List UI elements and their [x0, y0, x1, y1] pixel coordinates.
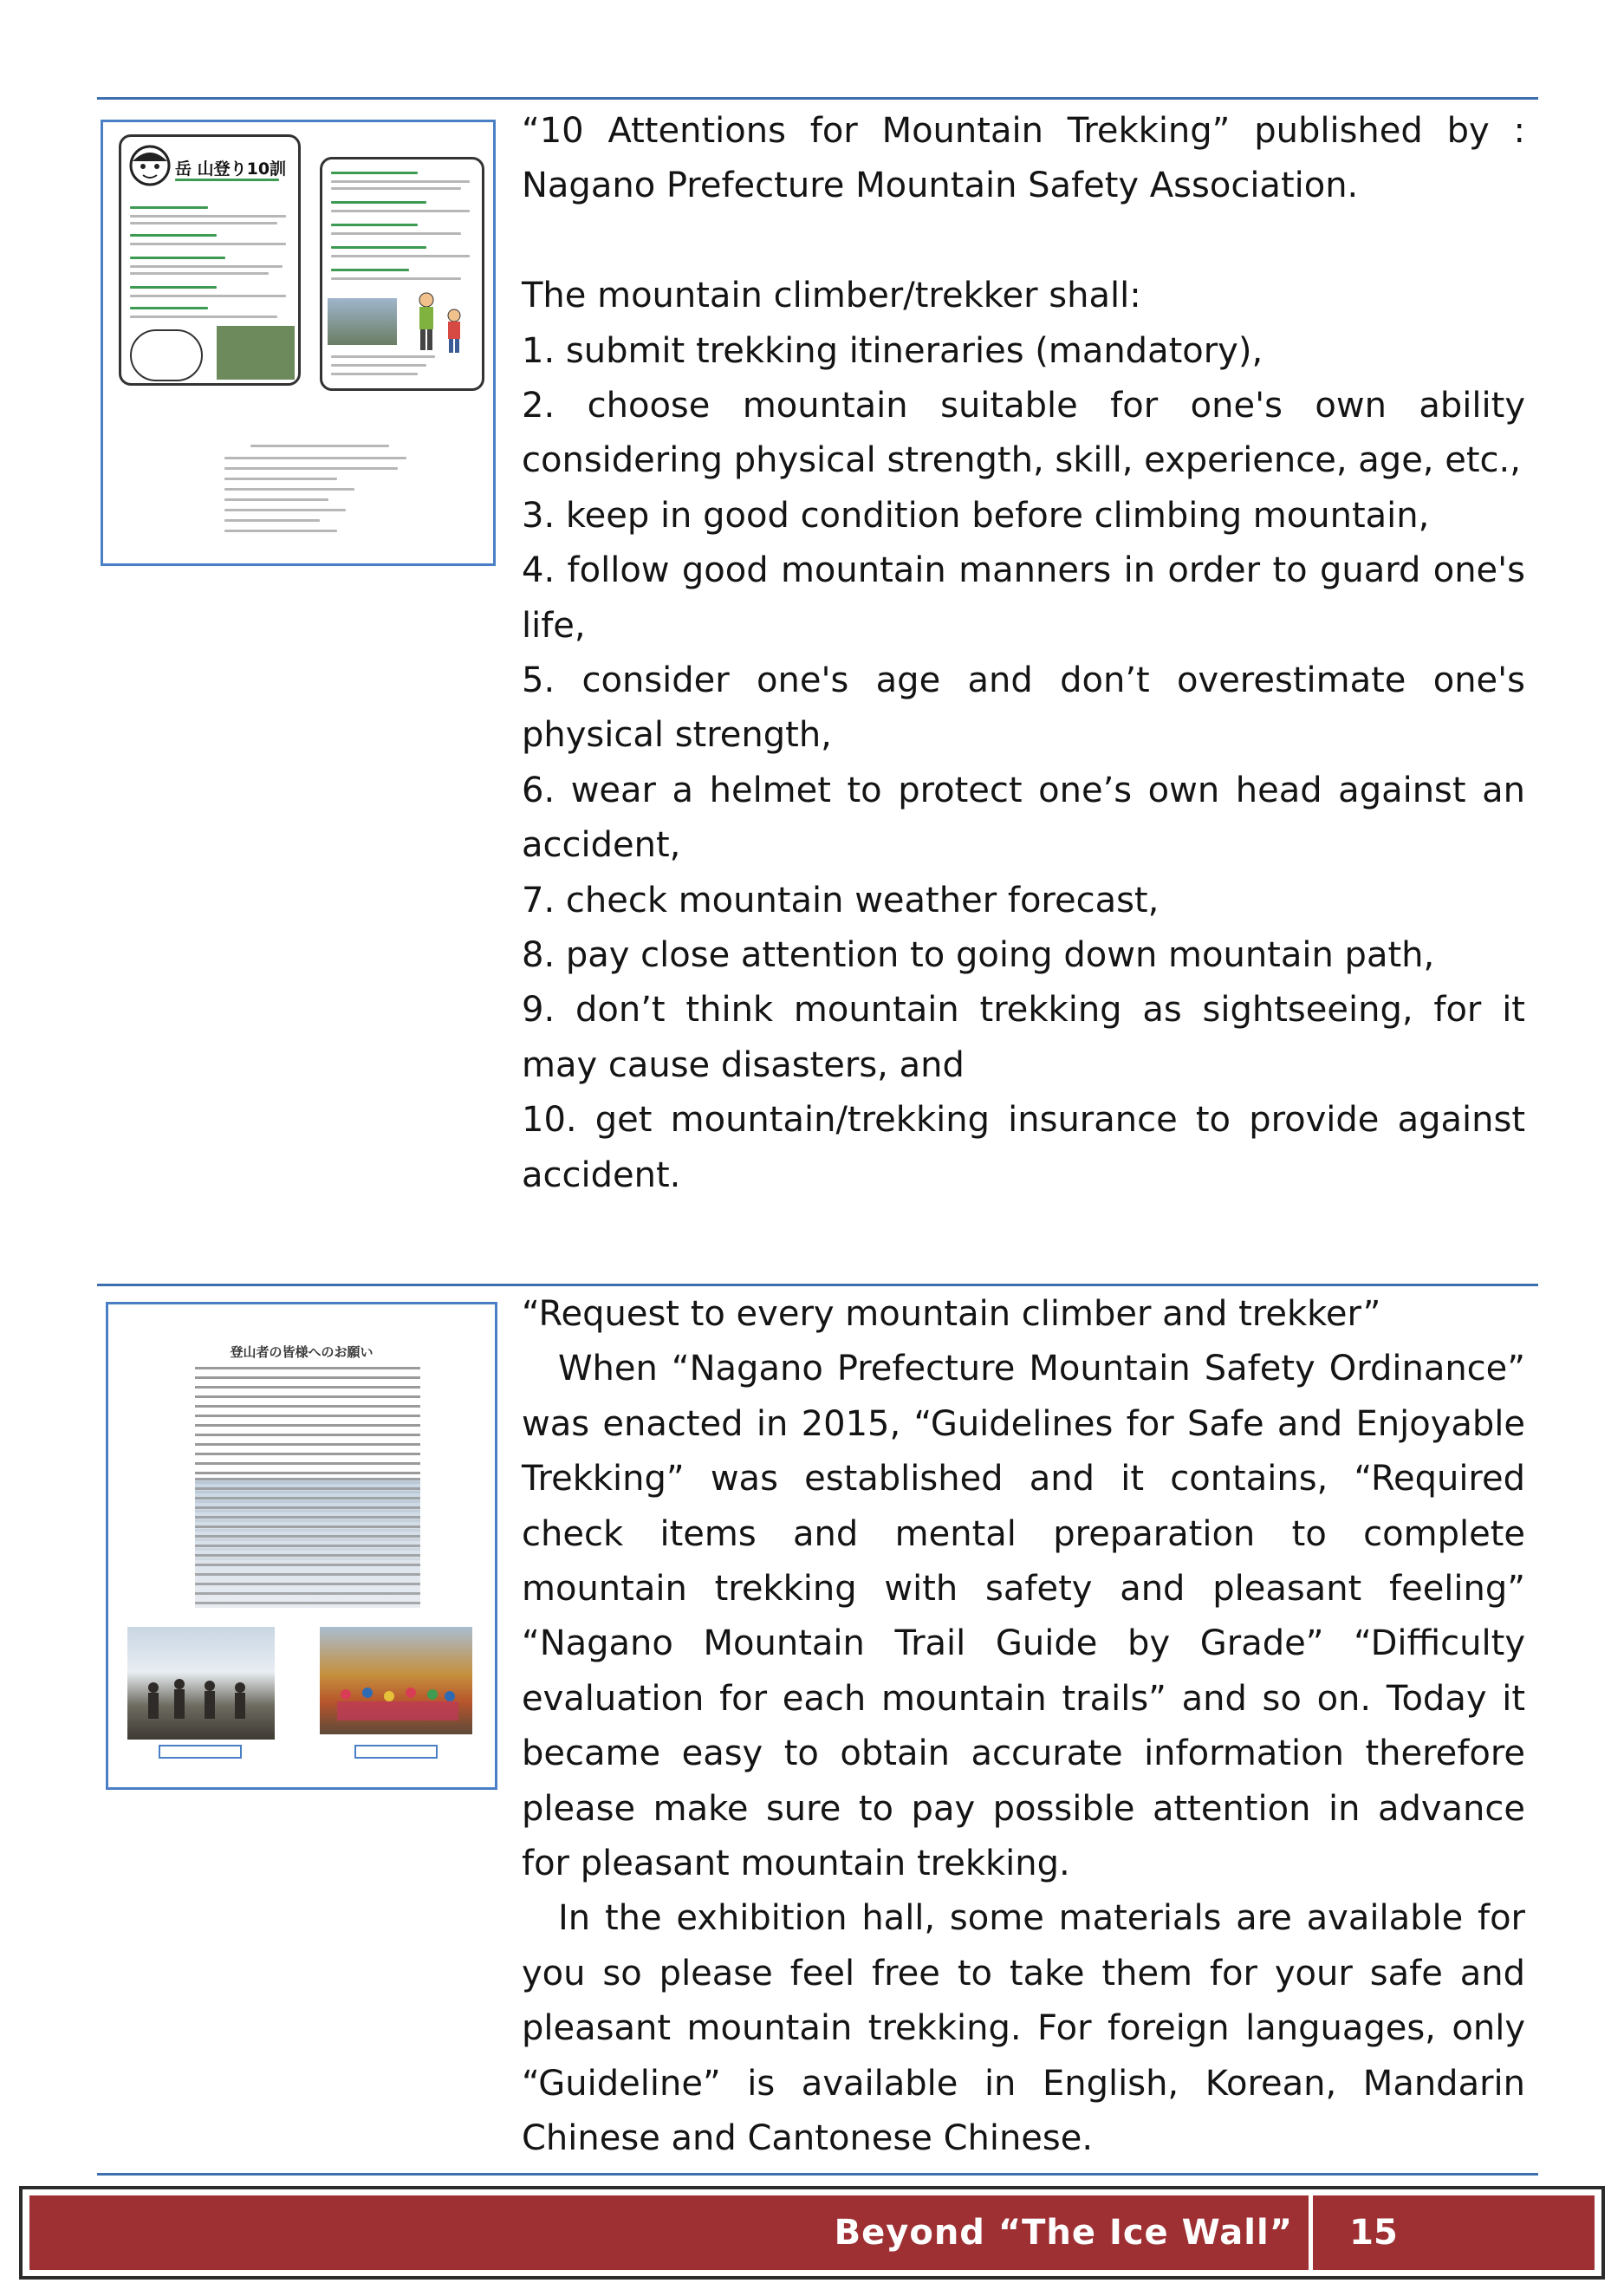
leaflet-item-line	[130, 315, 277, 318]
leaflet-item-line	[130, 272, 269, 275]
leaflet-right-panel	[320, 157, 484, 391]
leaflet-thumbnail	[101, 120, 496, 566]
notice-thumbnail	[106, 1302, 497, 1790]
list-item: 2. choose mountain suitable for one's own ability considering physical strength, skill, experience, age, etc.,	[522, 386, 1525, 481]
leaflet-footnote-line	[224, 519, 320, 522]
mountain-background-image	[195, 1478, 420, 1608]
list-item: 8. pay close attention to going down mountain path,	[522, 935, 1435, 976]
leaflet-item-line	[331, 172, 418, 174]
leaflet-item-line	[130, 265, 283, 268]
request-paragraph-1: When “Nagano Prefecture Mountain Safety Ordinance” was enacted in 2015, “Guidelines for Safe and Enjoyable Trekking” was established and it contains, “Required check items and mental preparation to complete mountain trekking with safety and pleasant feeling” “Nagano Mountain Trail Guide by Grade” “Difficulty evaluation for each mountain trails” and so on. Today it became easy to obtain accurate information therefore please make sure to pay possible attention in advance for pleasant mountain trekking.	[522, 1349, 1525, 1884]
page-number: 15	[1349, 2213, 1398, 2253]
caption-box-left	[159, 1745, 242, 1759]
leaflet-item-line	[331, 277, 461, 280]
leaflet-footnote-line	[224, 488, 354, 491]
caption-box-right	[354, 1745, 438, 1759]
list-item: 4. follow good mountain manners in order to guard one's life,	[522, 550, 1525, 646]
leaflet-item-line	[331, 246, 426, 249]
request-text	[522, 1287, 1525, 2167]
middle-divider	[97, 1284, 1538, 1286]
group-photo-left	[127, 1627, 275, 1740]
request-heading: “Request to every mountain climber and trekker”	[522, 1294, 1381, 1334]
leaflet-item-line	[331, 373, 418, 375]
leaflet-item-line	[331, 355, 435, 358]
notice-title: 登山者の皆様へのお願い	[230, 1344, 374, 1360]
leaflet-footnote-line	[224, 467, 398, 470]
list-lead: The mountain climber/trekker shall:	[522, 276, 1141, 316]
leaflet-title: 岳 山登り10訓	[175, 159, 287, 179]
attentions-text	[522, 104, 1525, 1203]
leaflet-item-line	[331, 364, 426, 367]
list-item: 6. wear a helmet to protect one’s own head against an accident,	[522, 770, 1525, 866]
leaflet-footnote-line	[224, 478, 337, 480]
speech-bubble	[130, 329, 203, 381]
leaflet-item-line	[130, 286, 217, 289]
leaflet-item-line	[130, 222, 277, 224]
leaflet-footnote-line	[250, 445, 389, 447]
intro-paragraph: “10 Attentions for Mountain Trekking” published by : Nagano Prefecture Mountain Safety Association.	[522, 111, 1525, 206]
leaflet-footnote-line	[224, 498, 328, 501]
leaflet-footnote-line	[224, 530, 337, 532]
leaflet-item-line	[130, 206, 208, 209]
leaflet-item-line	[331, 180, 470, 183]
mascot-face-icon	[127, 142, 173, 189]
leaflet-item-line	[331, 187, 461, 190]
blank-line	[522, 214, 1525, 269]
leaflet-footnote-line	[224, 509, 346, 511]
top-divider	[97, 97, 1538, 100]
leaflet-item-line	[130, 234, 217, 237]
list-item: 3. keep in good condition before climbing mountain,	[522, 495, 1430, 536]
leaflet-item-line	[331, 269, 409, 271]
list-item: 5. consider one's age and don’t overestimate one's physical strength,	[522, 660, 1525, 756]
bottom-divider	[97, 2173, 1538, 2176]
leaflet-item-line	[130, 257, 225, 259]
leaflet-item-line	[331, 201, 426, 204]
list-item: 9. don’t think mountain trekking as sightseeing, for it may cause disasters, and	[522, 990, 1525, 1085]
leaflet-footnote-line	[224, 457, 406, 459]
list-item: 1. submit trekking itineraries (mandatory),	[522, 330, 1263, 371]
mountain-photo	[328, 298, 397, 345]
leaflet-left-panel	[119, 134, 301, 386]
leaflet-item-line	[331, 210, 470, 212]
list-item: 7. check mountain weather forecast,	[522, 880, 1160, 920]
group-photo-right	[320, 1627, 472, 1734]
request-paragraph-2: In the exhibition hall, some materials are available for you so please feel free to take them for your safe and pleasant mountain trekking. For foreign languages, only “Guideline” is available in English, Korean, Mandarin Chinese and Cantonese Chinese.	[522, 1898, 1525, 2159]
people-group-icon	[127, 1627, 275, 1740]
hiker-figures-icon	[406, 289, 475, 359]
leaflet-item-line	[130, 215, 286, 218]
climber-photo	[217, 326, 295, 380]
leaflet-item-line	[331, 232, 461, 235]
people-group-icon	[320, 1627, 472, 1734]
leaflet-item-line	[331, 224, 418, 226]
footer-title: Beyond “The Ice Wall”	[834, 2213, 1293, 2253]
list-item: 10. get mountain/trekking insurance to provide against accident.	[522, 1100, 1525, 1195]
leaflet-item-line	[331, 255, 470, 257]
leaflet-item-line	[130, 295, 286, 297]
leaflet-item-line	[130, 307, 208, 309]
leaflet-item-line	[130, 243, 286, 245]
leaflet-subtitle-line	[175, 179, 279, 181]
